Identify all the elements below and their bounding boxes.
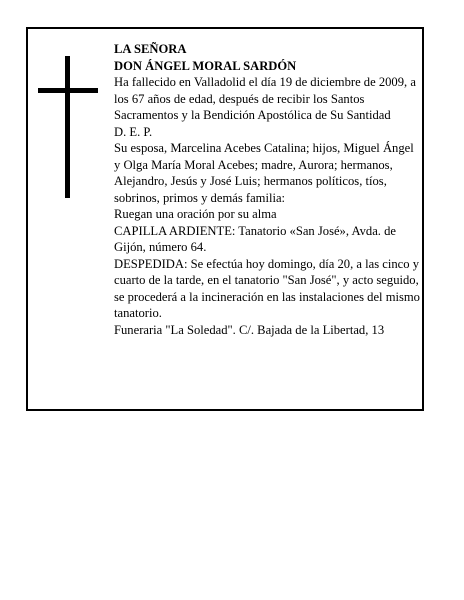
farewell-info: DESPEDIDA: Se efectúa hoy domingo, día 20, a las cinco y cuarto de la tarde, en el tanatorio "San José", y acto seguido, se procederá a la incineración en las instalaciones del mismo tanatorio. xyxy=(114,256,420,320)
family-list: Su esposa, Marcelina Acebes Catalina; hijos, Miguel Ángel y Olga María Moral Acebes; madre, Aurora; hermanos, Alejandro, Jesús y José Luis; hermanos políticos, tíos, sobrinos, primos y demás familia: xyxy=(114,141,414,205)
chapel-info: CAPILLA ARDIENTE: Tanatorio «San José», Avda. de Gijón, número 64. xyxy=(114,223,396,254)
prayer-request: Ruegan una oración por su alma xyxy=(114,207,277,221)
obituary-notice xyxy=(26,27,424,411)
deceased-name: DON ÁNGEL MORAL SARDÓN xyxy=(114,58,297,73)
cross-icon xyxy=(38,56,98,198)
funeral-home: Funeraria "La Soledad". C/. Bajada de la Libertad, 13 xyxy=(114,322,385,337)
notice-title: LA SEÑORA xyxy=(114,42,187,56)
cross-horizontal-bar xyxy=(38,88,98,93)
rest-in-peace: D. E. P. xyxy=(114,124,153,139)
notice-text xyxy=(114,41,422,338)
cross-vertical-bar xyxy=(65,56,70,198)
death-announcement: Ha fallecido en Valladolid el día 19 de diciembre de 2009, a los 67 años de edad, después de recibir los Santos Sacramentos y la Bendición Apostólica de Su Santidad xyxy=(114,75,416,122)
